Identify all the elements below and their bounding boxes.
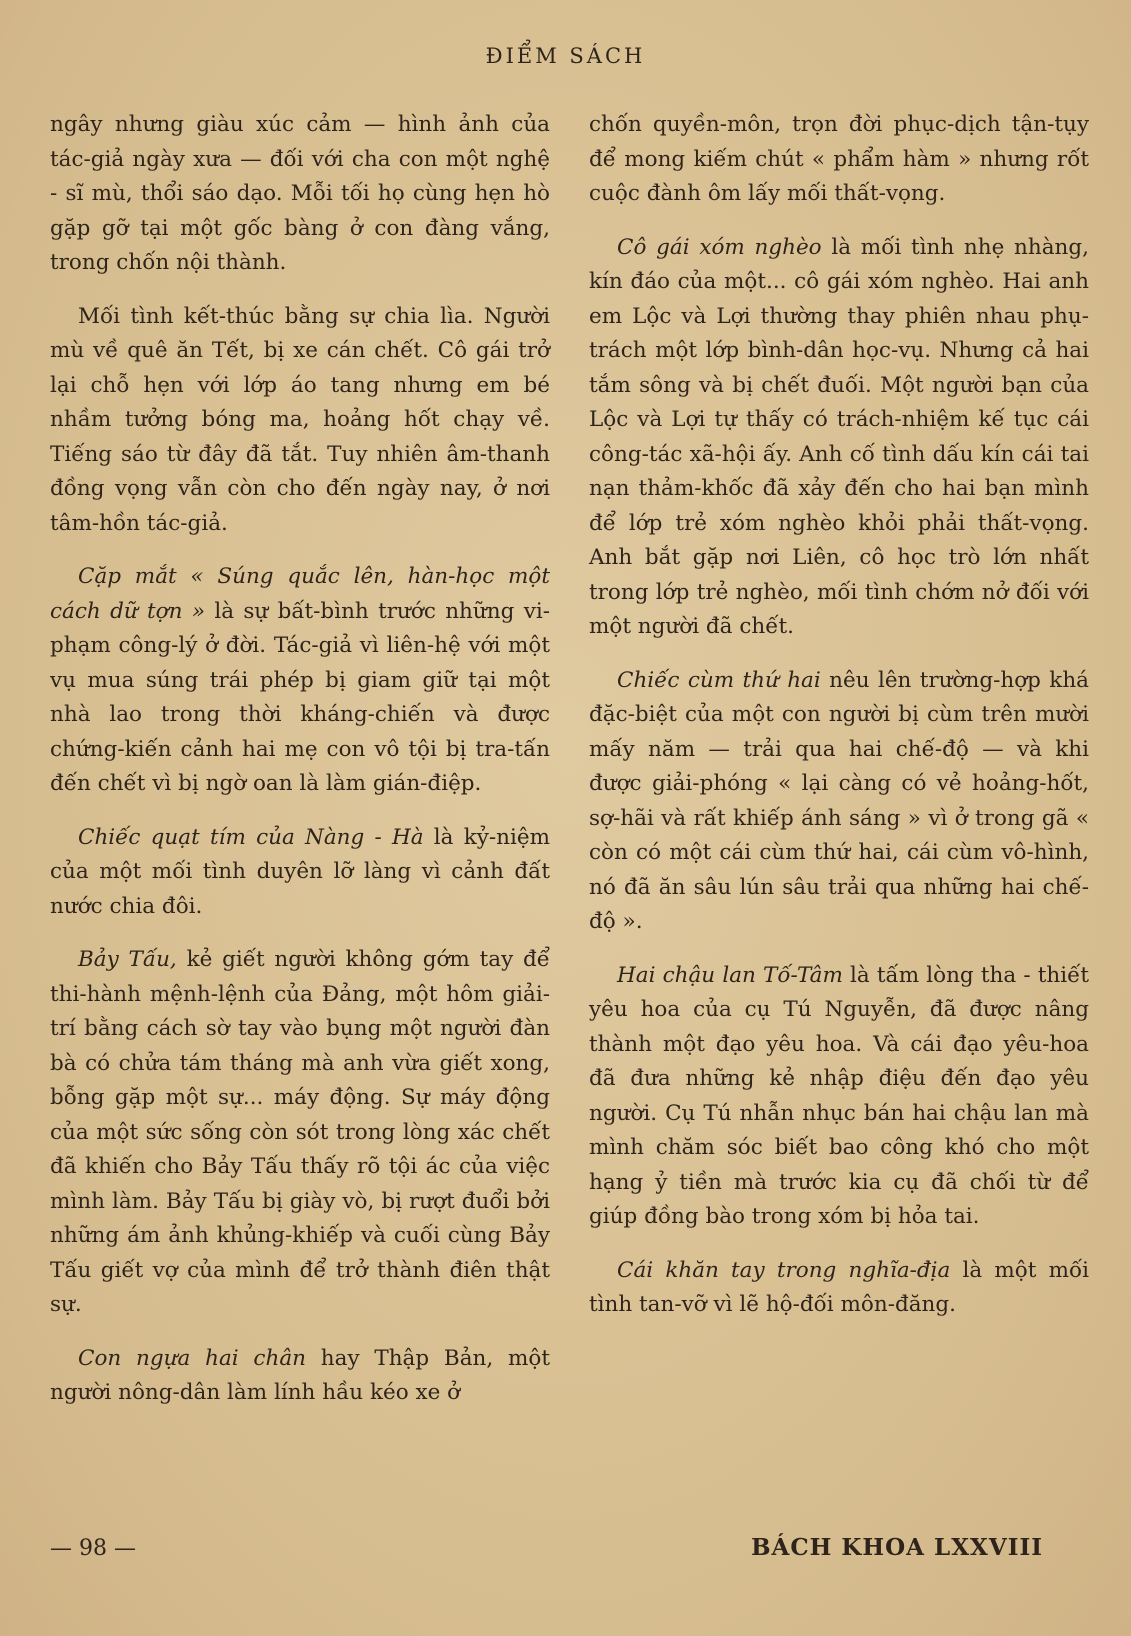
story-title: Chiếc cùm thứ hai [617,667,821,693]
paragraph: Cô gái xóm nghèo là mối tình nhẹ nhàng, kín đáo của một... cô gái xóm nghèo. Hai anh em Lộc và Lợi thường thay phiên nhau phụ-trách một lớp bình-dân học-vụ. Nhưng cả hai tắm sông và bị chết đuối. Một người bạn của Lộc và Lợi tự thấy có trách-nhiệm kế tục cái công-tác xã-hội ấy. Anh cố tình dấu kín cái tai nạn thảm-khốc đã xảy đến cho hai bạn mình để lớp trẻ xóm nghèo khỏi phải thất-vọng. Anh bắt gặp nơi Liên, cô học trò lớn nhất trong lớp trẻ nghèo, mối tình chớm nở đối với một người đã chết. [589,234,1089,639]
paragraph: Cái khăn tay trong nghĩa-địa là một mối tình tan-vỡ vì lẽ hộ-đối môn-đăng. [589,1257,1089,1317]
paragraph: chốn quyền-môn, trọn đời phục-dịch tận-tụy để mong kiếm chút « phẩm hàm » nhưng rốt cuộc đành ôm lấy mối thất-vọng. [589,112,1089,206]
paragraph: Mối tình kết-thúc bằng sự chia lìa. Người mù về quê ăn Tết, bị xe cán chết. Cô gái trở lại chỗ hẹn với lớp áo tang nhưng em bé nhầm tưởng bóng ma, hoảng hốt chạy về. Tiếng sáo từ đây đã tắt. Tuy nhiên âm-thanh đồng vọng vẫn còn cho đến ngày nay, ở nơi tâm-hồn tác-giả. [50,303,550,536]
magazine-issue: BÁCH KHOA LXXVIII [751,1534,1043,1561]
left-column [50,108,550,1430]
paragraph: Bảy Tấu, kẻ giết người không gớm tay để thi-hành mệnh-lệnh của Đảng, một hôm giải-trí bằng cách sờ tay vào bụng một người đàn bà có chửa tám tháng mà anh vừa giết xong, bỗng gặp một sự... máy động. Sự máy động của một sức sống còn sót trong lòng xác chết đã khiến cho Bảy Tấu thấy rõ tội ác của việc mình làm. Bảy Tấu bị giày vò, bị rượt đuổi bởi những ám ảnh khủng-khiếp và cuối cùng Bảy Tấu giết vợ của mình để trở thành điên thật sự. [50,947,550,1317]
right-column [589,108,1089,1342]
story-title: Con ngựa hai chân [78,1345,306,1371]
paragraph: ngây nhưng giàu xúc cảm — hình ảnh của tác-giả ngày xưa — đối với cha con một nghệ - sĩ mù, thổi sáo dạo. Mỗi tối họ cùng hẹn hò gặp gỡ tại một gốc bàng ở con đàng vắng, trong chốn nội thành. [50,112,550,275]
paragraph: Cặp mắt « Súng quắc lên, hàn-học một cách dữ tợn » là sự bất-bình trước những vi-phạm công-lý ở đời. Tác-giả vì liên-hệ với một vụ mua súng trái phép bị giam giữ tại một nhà lao trong thời kháng-chiến và được chứng-kiến cảnh hai mẹ con vô tội bị tra-tấn đến chết vì bị ngờ oan là làm gián-điệp. [50,564,550,796]
story-title: Bảy Tấu, [78,947,177,972]
story-title: Cô gái xóm nghèo [617,234,822,260]
paragraph: Chiếc quạt tím của Nàng - Hà là kỷ-niệm của một mối tình duyên lỡ làng vì cảnh đất nước chia đôi. [50,824,551,919]
running-header: ĐIỂM SÁCH [485,44,646,68]
story-title: Chiếc quạt tím của Nàng - Hà [78,824,424,850]
page-number: — 98 — [50,1536,136,1561]
story-title: Hai chậu lan Tố-Tâm [617,962,843,988]
paragraph: Hai chậu lan Tố-Tâm là tấm lòng tha - thiết yêu hoa của cụ Tú Nguyễn, đã được nâng thành một đạo yêu hoa. Và cái đạo yêu-hoa đã đưa những kẻ nhập điệu đến đạo yêu người. Cụ Tú nhẫn nhục bán hai chậu lan mà mình chăm sóc biết bao công khó cho một hạng ỷ tiền mà trước kia cụ đã chối từ để giúp đồng bào trong xóm bị hỏa tai. [589,962,1089,1229]
story-title: Cái khăn tay trong nghĩa-địa [617,1257,951,1283]
story-title: Cặp mắt « Súng quắc lên, hàn-học một cách dữ tợn » [50,564,550,624]
paragraph: Con ngựa hai chân hay Thập Bản, một người nông-dân làm lính hầu kéo xe ở [50,1345,550,1405]
paragraph: Chiếc cùm thứ hai nêu lên trường-hợp khá đặc-biệt của một con người bị cùm trên mười mấy năm — trải qua hai chế-độ — và khi được giải-phóng « lại càng có vẻ hoảng-hốt, sợ-hãi và rất khiếp ánh sáng » vì ở trong gã « còn có một cái cùm thứ hai, cái cùm vô-hình, nó đã ăn sâu lún sâu trải qua những hai chế-độ ». [589,667,1089,934]
